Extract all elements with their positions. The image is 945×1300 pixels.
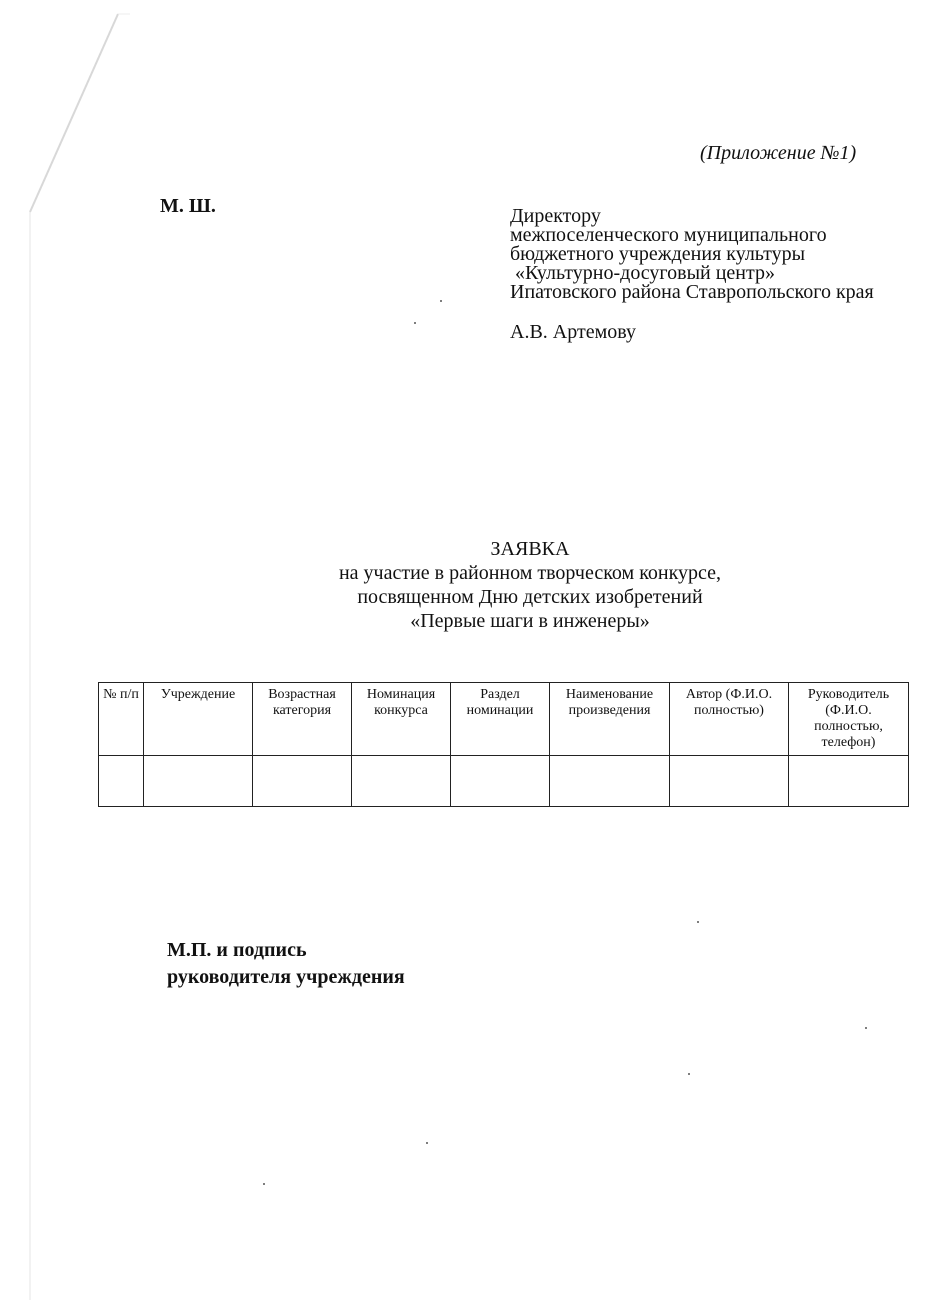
stamp-place-label: М. Ш. — [160, 195, 216, 217]
scan-speck — [426, 1142, 428, 1144]
header-work-title: Наименование произведения — [550, 683, 670, 756]
empty-cell[interactable] — [99, 756, 144, 807]
application-table — [98, 682, 909, 807]
addressee-line: «Культурно-досуговый центр» — [510, 262, 775, 284]
addressee-name: А.В. Артемову — [510, 321, 636, 343]
header-author: Автор (Ф.И.О. полностью) — [670, 683, 789, 756]
scan-speck — [697, 921, 699, 923]
addressee-line: бюджетного учреждения культуры — [510, 243, 806, 265]
header-institution: Учреждение — [144, 683, 253, 756]
scan-speck — [263, 1183, 265, 1185]
table-header-row — [99, 683, 909, 756]
scan-speck — [865, 1027, 867, 1029]
application-title-block — [230, 537, 830, 633]
table-row — [99, 756, 909, 807]
empty-cell[interactable] — [352, 756, 451, 807]
addressee-line: Директору — [510, 205, 601, 227]
addressee-line: Ипатовского района Ставропольского края — [510, 281, 874, 303]
title-line: на участие в районном творческом конкурсе, — [338, 562, 722, 584]
title-line: «Первые шаги в инженеры» — [410, 610, 650, 632]
addressee-line: межпоселенческого муниципального — [510, 224, 827, 246]
header-nomination-section: Раздел номинации — [451, 683, 550, 756]
appendix-label: (Приложение №1) — [700, 142, 857, 164]
header-nomination: Номинация конкурса — [352, 683, 451, 756]
header-number: № п/п — [99, 683, 144, 756]
signature-line: руководителя учреждения — [167, 966, 405, 988]
header-age-category: Возрастная категория — [253, 683, 352, 756]
empty-cell[interactable] — [451, 756, 550, 807]
signature-line: М.П. и подпись — [167, 939, 307, 961]
empty-cell[interactable] — [253, 756, 352, 807]
addressee-block — [510, 207, 930, 342]
scanned-page-edge — [0, 0, 130, 1300]
title-heading: ЗАЯВКА — [490, 538, 570, 560]
scan-speck — [688, 1073, 690, 1075]
scan-speck — [440, 300, 442, 302]
empty-cell[interactable] — [789, 756, 909, 807]
title-line: посвященном Дню детских изобретений — [357, 586, 703, 608]
header-supervisor: Руководитель (Ф.И.О. полностью, телефон) — [789, 683, 909, 756]
scan-speck — [414, 322, 416, 324]
empty-cell[interactable] — [144, 756, 253, 807]
signature-block — [167, 937, 405, 991]
empty-cell[interactable] — [550, 756, 670, 807]
empty-cell[interactable] — [670, 756, 789, 807]
